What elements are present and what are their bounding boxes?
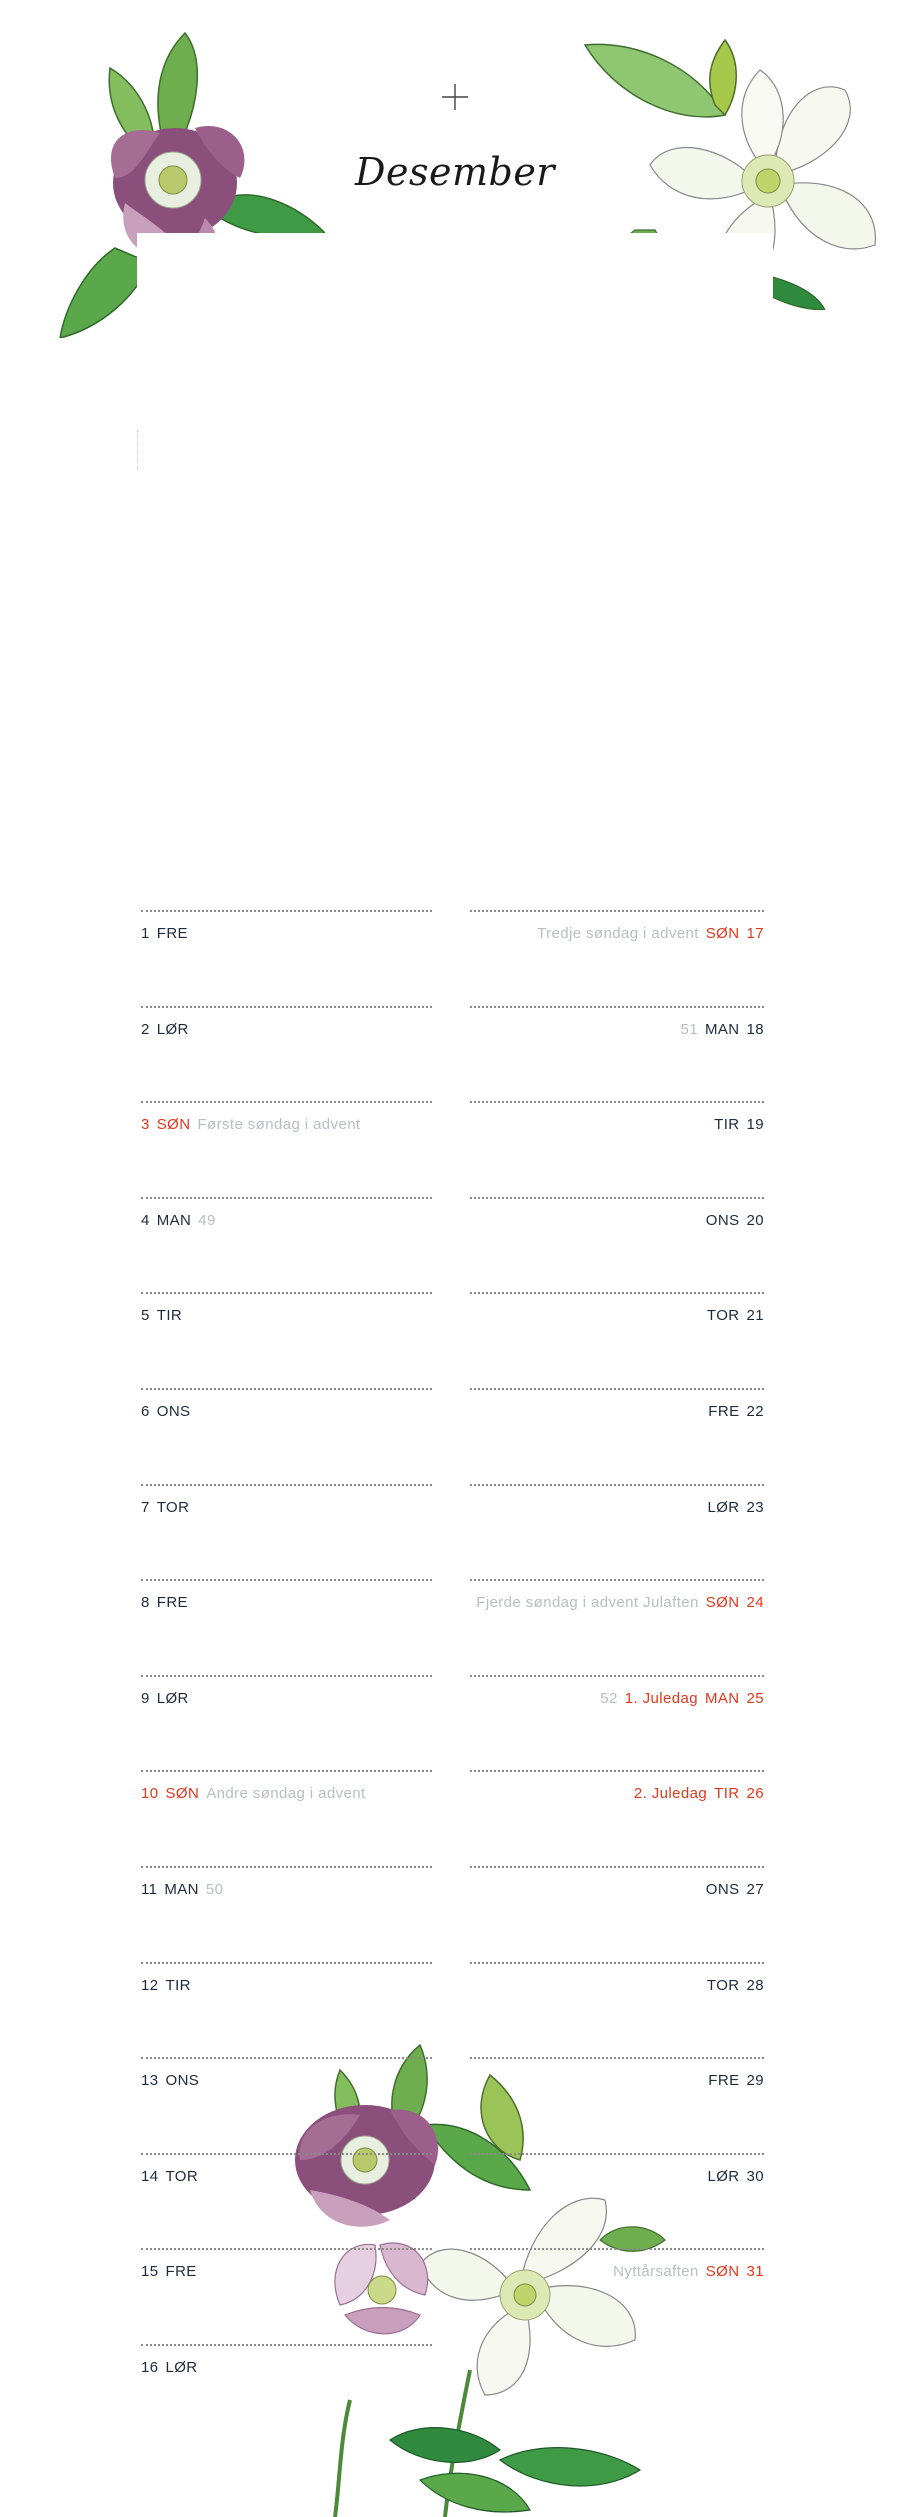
day-number: 25 bbox=[746, 1690, 764, 1707]
weekday-label: SØN bbox=[705, 2263, 740, 2280]
day-row-left[interactable] bbox=[141, 1021, 189, 1039]
weekday-label: LØR bbox=[165, 2359, 198, 2376]
week-number: 49 bbox=[198, 1212, 216, 1229]
day-row-right[interactable] bbox=[708, 1403, 764, 1421]
day-row-right[interactable] bbox=[680, 1021, 764, 1039]
day-number: 20 bbox=[746, 1212, 764, 1229]
day-row-left[interactable] bbox=[141, 1594, 188, 1612]
day-number: 10 bbox=[141, 1785, 159, 1802]
rule-right bbox=[470, 910, 764, 912]
weekday-label: ONS bbox=[165, 2072, 200, 2089]
day-number: 28 bbox=[746, 1977, 764, 1994]
day-row-left[interactable] bbox=[141, 925, 188, 943]
weekday-label: LØR bbox=[156, 1690, 189, 1707]
day-row-left[interactable] bbox=[141, 2263, 197, 2281]
weekday-label: SØN bbox=[705, 925, 740, 942]
rule-left bbox=[141, 1484, 432, 1486]
weekday-label: TOR bbox=[156, 1499, 190, 1516]
weekday-label: FRE bbox=[708, 2072, 740, 2089]
day-number: 27 bbox=[746, 1881, 764, 1898]
crosshair-icon bbox=[442, 84, 468, 110]
rule-left bbox=[141, 2248, 432, 2250]
rule-left bbox=[141, 1770, 432, 1772]
day-number: 3 bbox=[141, 1116, 150, 1133]
day-row-right[interactable] bbox=[707, 1977, 764, 1995]
day-number: 13 bbox=[141, 2072, 159, 2089]
day-row-right[interactable] bbox=[708, 2072, 764, 2090]
day-number: 7 bbox=[141, 1499, 150, 1516]
rule-right bbox=[470, 1484, 764, 1486]
rule-left bbox=[141, 2153, 432, 2155]
weekday-label: FRE bbox=[156, 925, 188, 942]
day-note: Nyttårsaften bbox=[613, 2263, 699, 2280]
rule-left bbox=[141, 1197, 432, 1199]
weekday-label: ONS bbox=[705, 1212, 740, 1229]
day-number: 16 bbox=[141, 2359, 159, 2376]
rule-right bbox=[470, 1292, 764, 1294]
rule-right bbox=[470, 1388, 764, 1390]
rule-left bbox=[141, 1866, 432, 1868]
day-row-right[interactable] bbox=[706, 1881, 764, 1899]
photo-edge-mark bbox=[137, 430, 138, 470]
rule-left bbox=[141, 1962, 432, 1964]
weekday-label: TOR bbox=[706, 1307, 740, 1324]
day-row-right[interactable] bbox=[613, 2263, 764, 2281]
day-number: 30 bbox=[746, 2168, 764, 2185]
day-row-left[interactable] bbox=[141, 1881, 223, 1899]
rule-left bbox=[141, 1675, 432, 1677]
rule-left bbox=[141, 2057, 432, 2059]
month-title: Desember bbox=[355, 150, 555, 194]
rule-right bbox=[470, 2057, 764, 2059]
day-row-left[interactable] bbox=[141, 1403, 190, 1421]
day-number: 9 bbox=[141, 1690, 150, 1707]
weekday-label: FRE bbox=[708, 1403, 740, 1420]
weekday-label: FRE bbox=[156, 1594, 188, 1611]
holiday-label: 2. Juledag bbox=[633, 1785, 708, 1802]
day-number: 18 bbox=[746, 1021, 764, 1038]
day-number: 5 bbox=[141, 1307, 150, 1324]
day-row-left[interactable] bbox=[141, 1690, 189, 1708]
day-number: 6 bbox=[141, 1403, 150, 1420]
day-number: 8 bbox=[141, 1594, 150, 1611]
week-number: 51 bbox=[680, 1021, 698, 1038]
weekday-label: TIR bbox=[156, 1307, 183, 1324]
day-note: Fjerde søndag i advent Julaften bbox=[476, 1594, 699, 1611]
day-row-left[interactable] bbox=[141, 1116, 361, 1134]
rule-left bbox=[141, 1388, 432, 1390]
weekday-label: SØN bbox=[705, 1594, 740, 1611]
week-number: 52 bbox=[600, 1690, 618, 1707]
day-number: 2 bbox=[141, 1021, 150, 1038]
day-number: 11 bbox=[141, 1881, 158, 1898]
day-row-right[interactable] bbox=[537, 925, 764, 943]
day-row-left[interactable] bbox=[141, 1212, 216, 1230]
day-row-left[interactable] bbox=[141, 1785, 366, 1803]
day-number: 21 bbox=[746, 1307, 764, 1324]
day-number: 4 bbox=[141, 1212, 150, 1229]
day-number: 17 bbox=[746, 925, 764, 942]
weekday-label: MAN bbox=[164, 1881, 199, 1898]
day-row-right[interactable] bbox=[707, 1499, 764, 1517]
weekday-label: TOR bbox=[165, 2168, 199, 2185]
weekday-label: TOR bbox=[706, 1977, 740, 1994]
day-row-right[interactable] bbox=[707, 1307, 764, 1325]
day-row-right[interactable] bbox=[634, 1785, 764, 1803]
day-row-left[interactable] bbox=[141, 1307, 182, 1325]
weekday-label: TIR bbox=[714, 1116, 740, 1133]
day-number: 1 bbox=[141, 925, 150, 942]
day-row-left[interactable] bbox=[141, 1499, 189, 1517]
day-number: 14 bbox=[141, 2168, 159, 2185]
rule-right bbox=[470, 2248, 764, 2250]
day-number: 29 bbox=[746, 2072, 764, 2089]
day-row-left[interactable] bbox=[141, 2359, 198, 2377]
weekday-label: LØR bbox=[707, 1499, 740, 1516]
rule-right bbox=[470, 1675, 764, 1677]
day-row-right[interactable] bbox=[600, 1690, 764, 1708]
rule-left bbox=[141, 1006, 432, 1008]
rule-right bbox=[470, 1770, 764, 1772]
rule-right bbox=[470, 1197, 764, 1199]
day-number: 12 bbox=[141, 1977, 159, 1994]
photo-placeholder bbox=[137, 233, 773, 753]
day-row-right[interactable] bbox=[714, 1116, 764, 1134]
weekday-label: SØN bbox=[156, 1116, 191, 1133]
weekday-label: SØN bbox=[165, 1785, 200, 1802]
rule-left bbox=[141, 1101, 432, 1103]
day-row-left[interactable] bbox=[141, 2072, 199, 2090]
day-number: 15 bbox=[141, 2263, 159, 2280]
day-number: 22 bbox=[746, 1403, 764, 1420]
day-row-right[interactable] bbox=[706, 1212, 764, 1230]
day-number: 24 bbox=[746, 1594, 764, 1611]
week-number: 50 bbox=[205, 1881, 224, 1898]
rule-right bbox=[470, 1101, 764, 1103]
rule-right bbox=[470, 1962, 764, 1964]
rule-left bbox=[141, 1579, 432, 1581]
rule-left bbox=[141, 2344, 432, 2346]
weekday-label: MAN bbox=[704, 1021, 740, 1038]
weekday-label: ONS bbox=[156, 1403, 191, 1420]
day-note: Første søndag i advent bbox=[197, 1116, 361, 1133]
day-row-left[interactable] bbox=[141, 2168, 198, 2186]
day-number: 26 bbox=[746, 1785, 764, 1802]
rule-left bbox=[141, 910, 432, 912]
day-number: 19 bbox=[746, 1116, 764, 1133]
rule-right bbox=[470, 1866, 764, 1868]
weekday-label: FRE bbox=[165, 2263, 197, 2280]
rule-right bbox=[470, 2153, 764, 2155]
rule-right bbox=[470, 1579, 764, 1581]
weekday-label: MAN bbox=[704, 1690, 740, 1707]
day-row-right[interactable] bbox=[476, 1594, 764, 1612]
day-number: 23 bbox=[746, 1499, 764, 1516]
day-note: Andre søndag i advent bbox=[206, 1785, 366, 1802]
weekday-label: LØR bbox=[707, 2168, 740, 2185]
weekday-label: ONS bbox=[705, 1881, 740, 1898]
day-row-right[interactable] bbox=[707, 2168, 764, 2186]
weekday-label: TIR bbox=[714, 1785, 740, 1802]
rule-right bbox=[470, 1006, 764, 1008]
weekday-label: LØR bbox=[156, 1021, 189, 1038]
day-note: Tredje søndag i advent bbox=[537, 925, 699, 942]
weekday-label: MAN bbox=[156, 1212, 192, 1229]
day-row-left[interactable] bbox=[141, 1977, 191, 1995]
rule-left bbox=[141, 1292, 432, 1294]
weekday-label: TIR bbox=[165, 1977, 191, 1994]
holiday-label: 1. Juledag bbox=[624, 1690, 698, 1707]
day-number: 31 bbox=[746, 2263, 764, 2280]
